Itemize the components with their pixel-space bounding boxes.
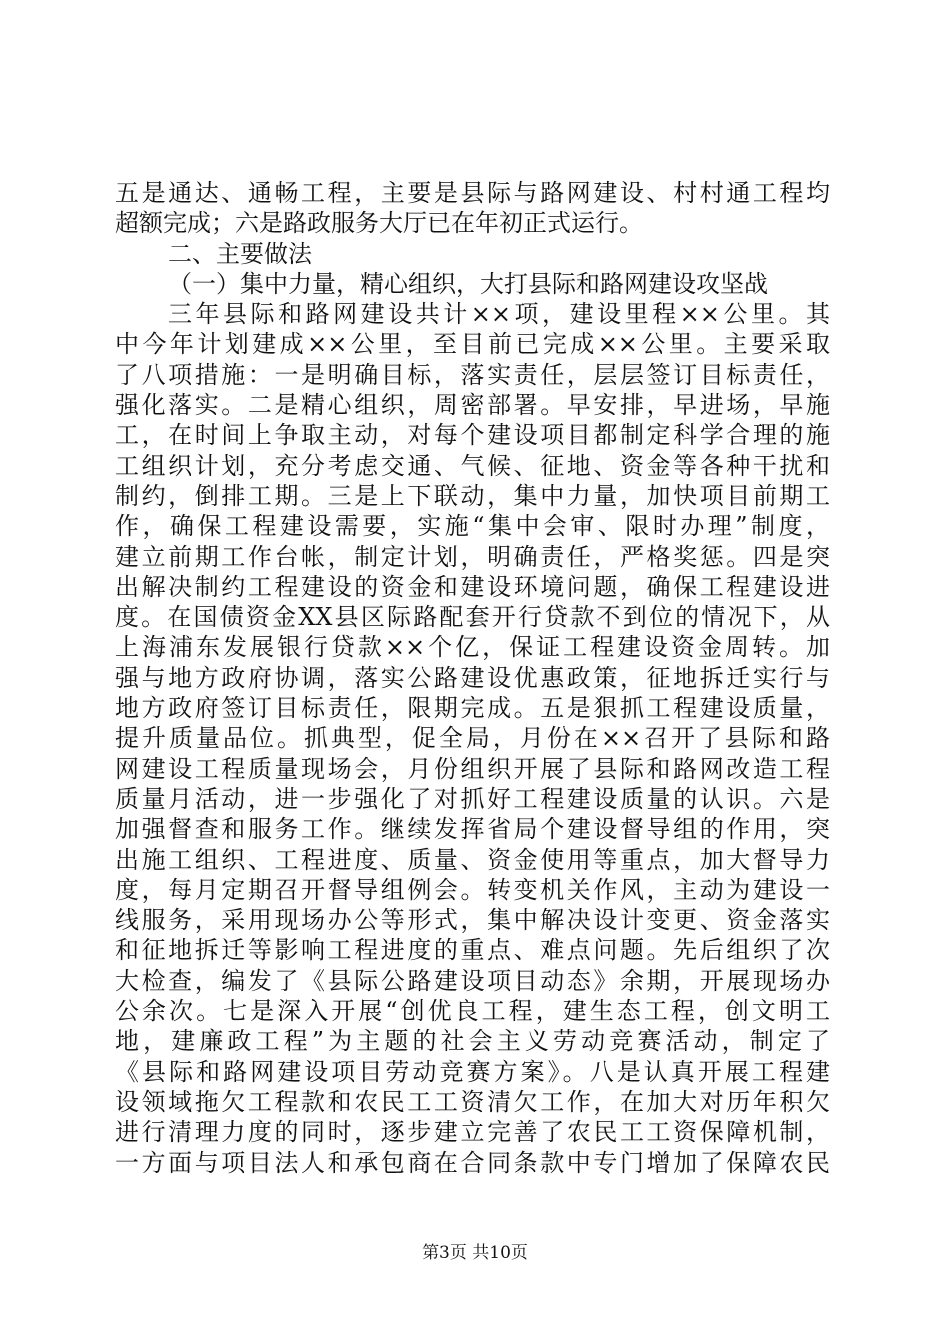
text-line: 了八项措施：一是明确目标，落实责任，层层签订目标责任，	[115, 360, 830, 389]
text-line: 质量月活动，进一步强化了对抓好工程建设质量的认识。六是	[115, 784, 830, 813]
text-line: 公余次。七是深入开展“创优良工程，建生态工程，创文明工	[115, 997, 830, 1026]
text-line: 作，确保工程建设需要，实施“集中会审、限时办理”制度，	[115, 512, 830, 541]
text-line: 和征地拆迁等影响工程进度的重点、难点问题。先后组织了次	[115, 936, 830, 965]
text-line: 三年县际和路网建设共计××项，建设里程××公里。其	[168, 300, 830, 329]
body-paragraph	[115, 299, 830, 1178]
text-line: 度，每月定期召开督导组例会。转变机关作风，主动为建设一	[115, 875, 830, 904]
text-line: 线服务，采用现场办公等形式，集中解决设计变更、资金落实	[115, 906, 830, 935]
text-line: 出解决制约工程建设的资金和建设环境问题，确保工程建设进	[115, 572, 830, 601]
text-line: 工，在时间上争取主动，对每个建设项目都制定科学合理的施	[115, 421, 830, 450]
page-number-label: 第3页 共10页	[422, 1243, 528, 1263]
text-line: 度。在国债资金XX县区际路配套开行贷款不到位的情况下，从	[115, 603, 830, 632]
document-body	[115, 178, 830, 1178]
text-line: 中今年计划建成××公里，至目前已完成××公里。主要采取	[115, 330, 830, 359]
text-line: 强化落实。二是精心组织，周密部署。早安排，早进场，早施	[115, 391, 830, 420]
section-heading-text: 二、主要做法	[168, 239, 312, 268]
text-line: 一方面与项目法人和承包商在合同条款中专门增加了保障农民	[115, 1148, 830, 1177]
text-line: 加强督查和服务工作。继续发挥省局个建设督导组的作用，突	[115, 815, 830, 844]
text-line: 网建设工程质量现场会，月份组织开展了县际和路网改造工程	[115, 754, 830, 783]
text-line: 设领域拖欠工程款和农民工工资清欠工作，在加大对历年积欠	[115, 1087, 830, 1116]
text-line: 工组织计划，充分考虑交通、气候、征地、资金等各种干扰和	[115, 451, 830, 480]
subsection-heading	[115, 269, 830, 299]
text-line: 地方政府签订目标责任，限期完成。五是狠抓工程建设质量，	[115, 694, 830, 723]
text-line: 《县际和路网建设项目劳动竞赛方案》。八是认真开展工程建	[115, 1057, 830, 1086]
text-line: 出施工组织、工程进度、质量、资金使用等重点，加大督导力	[115, 845, 830, 874]
text-line: 进行清理力度的同时，逐步建立完善了农民工工资保障机制，	[115, 1118, 830, 1147]
text-line: 建立前期工作台帐，制定计划，明确责任，严格奖惩。四是突	[115, 542, 830, 571]
subsection-heading-text: （一）集中力量，精心组织，大打县际和路网建设攻坚战	[168, 269, 768, 298]
continued-paragraph	[115, 178, 830, 239]
text-line: 大检查，编发了《县际公路建设项目动态》余期，开展现场办	[115, 966, 830, 995]
text-line: 五是通达、通畅工程，主要是县际与路网建设、村村通工程均	[115, 179, 830, 207]
text-line: 强与地方政府协调，落实公路建设优惠政策，征地拆迁实行与	[115, 663, 830, 692]
page-footer	[0, 1241, 950, 1265]
text-line: 地，建廉政工程”为主题的社会主义劳动竞赛活动，制定了	[115, 1027, 830, 1056]
section-heading	[115, 239, 830, 269]
text-line: 上海浦东发展银行贷款××个亿，保证工程建设资金周转。加	[115, 633, 830, 662]
text-line: 制约，倒排工期。三是上下联动，集中力量，加快项目前期工	[115, 481, 830, 510]
text-line: 提升质量品位。抓典型，促全局，月份在××召开了县际和路	[115, 724, 830, 753]
text-line: 超额完成；六是路政服务大厅已在年初正式运行。	[115, 209, 643, 238]
